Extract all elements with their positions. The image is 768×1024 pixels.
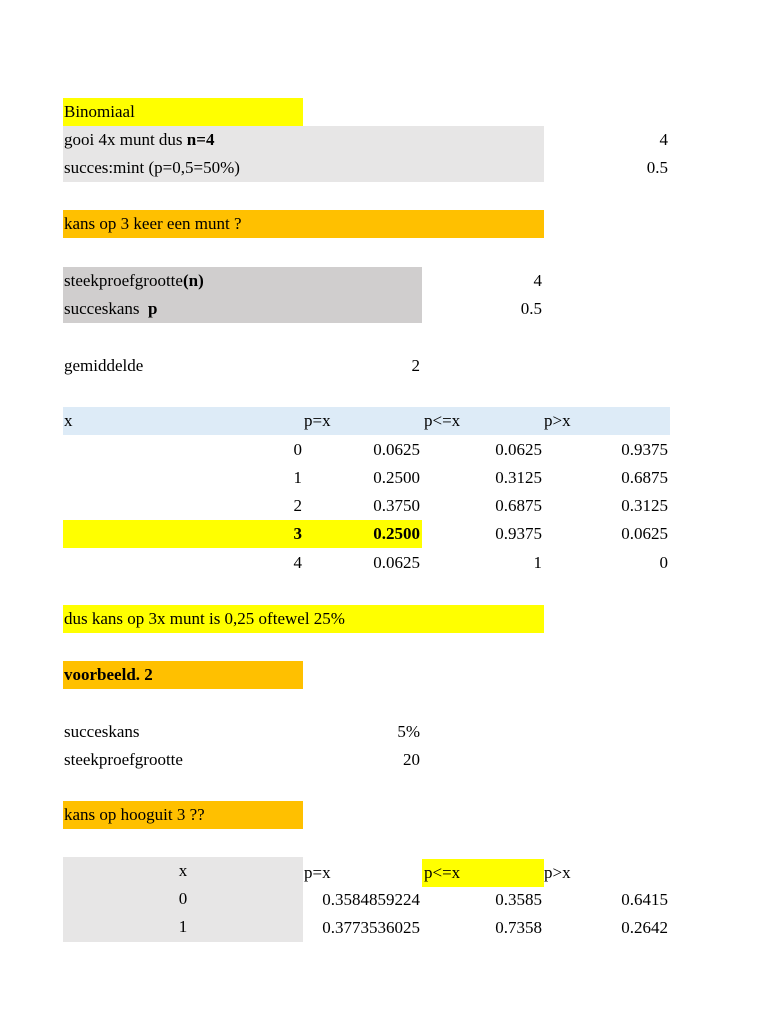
table2-row1-pgt[interactable]: 0.2642: [621, 918, 668, 937]
success-prob-label-text: succeskans: [64, 299, 149, 318]
example2-sample-label[interactable]: steekproefgrootte: [64, 750, 183, 769]
table2-row1-x[interactable]: 1: [178, 917, 188, 936]
question2[interactable]: kans op hooguit 3 ??: [64, 805, 205, 824]
table1-row2-x[interactable]: 2: [293, 496, 302, 515]
table1-row1-px[interactable]: 0.2500: [373, 468, 420, 487]
conclusion1[interactable]: dus kans op 3x munt is 0,25 oftewel 25%: [64, 609, 345, 628]
table2-row1-px[interactable]: 0.3773536025: [322, 918, 420, 937]
table1-row1-ple[interactable]: 0.3125: [495, 468, 542, 487]
p-value[interactable]: 0.5: [646, 158, 668, 177]
question1[interactable]: kans op 3 keer een munt ?: [64, 214, 242, 233]
sample-size-label[interactable]: [62, 267, 206, 295]
n-description[interactable]: [62, 126, 216, 154]
table1-row0-x[interactable]: 0: [293, 440, 302, 459]
table1-row3-px[interactable]: 0.2500: [373, 524, 420, 543]
success-prob-value[interactable]: 0.5: [520, 299, 542, 318]
table1-row4-ple[interactable]: 1: [533, 553, 542, 572]
n-value[interactable]: 4: [659, 130, 668, 149]
table2-row0-x[interactable]: 0: [178, 889, 188, 908]
p-description[interactable]: succes:mint (p=0,5=50%): [64, 158, 240, 177]
table1-row0-pgt[interactable]: 0.9375: [621, 440, 668, 459]
table1-row4-x[interactable]: 4: [293, 553, 302, 572]
table1-row3-ple[interactable]: 0.9375: [495, 524, 542, 543]
table1-header-pgt[interactable]: p>x: [544, 411, 571, 430]
success-prob-label-bold: p: [148, 299, 158, 318]
table1-header-x[interactable]: x: [64, 411, 73, 430]
table1-row4-px[interactable]: 0.0625: [373, 553, 420, 572]
table2-header-px[interactable]: p=x: [304, 863, 331, 882]
table1-row1-x[interactable]: 1: [293, 468, 302, 487]
section-title[interactable]: Binomiaal: [64, 102, 135, 121]
example2-title[interactable]: voorbeeld. 2: [64, 665, 153, 684]
table2-header-x[interactable]: x: [178, 861, 188, 880]
sample-size-label-bold: (n): [182, 271, 204, 290]
table1-header-ple[interactable]: p<=x: [424, 411, 461, 430]
n-description-bold: n=4: [186, 130, 215, 149]
example2-success-value[interactable]: 5%: [397, 722, 420, 741]
table1-header-px[interactable]: p=x: [304, 411, 331, 430]
table2-header-ple[interactable]: p<=x: [424, 863, 461, 882]
sample-size-label-text: steekproefgrootte: [64, 271, 183, 290]
table1-row3-x[interactable]: 3: [293, 524, 302, 543]
table2-row0-px[interactable]: 0.3584859224: [322, 890, 420, 909]
table2-row0-pgt[interactable]: 0.6415: [621, 890, 668, 909]
mean-value[interactable]: 2: [411, 356, 420, 375]
table1-header-bg: [63, 407, 670, 435]
example2-success-label[interactable]: succeskans: [64, 722, 140, 741]
success-prob-label[interactable]: [62, 295, 160, 323]
table1-row2-pgt[interactable]: 0.3125: [621, 496, 668, 515]
mean-label[interactable]: gemiddelde: [64, 356, 144, 375]
sample-size-value[interactable]: 4: [533, 271, 542, 290]
table2-row0-ple[interactable]: 0.3585: [495, 890, 542, 909]
table2-row1-ple[interactable]: 0.7358: [495, 918, 542, 937]
table2-header-pgt[interactable]: p>x: [544, 863, 571, 882]
table1-row2-ple[interactable]: 0.6875: [495, 496, 542, 515]
table1-row0-ple[interactable]: 0.0625: [495, 440, 542, 459]
table1-row0-px[interactable]: 0.0625: [373, 440, 420, 459]
example2-sample-value[interactable]: 20: [403, 750, 420, 769]
table1-row3-pgt[interactable]: 0.0625: [621, 524, 668, 543]
table1-row1-pgt[interactable]: 0.6875: [621, 468, 668, 487]
n-description-text: gooi 4x munt dus: [64, 130, 187, 149]
table1-row4-pgt[interactable]: 0: [659, 553, 668, 572]
table1-row2-px[interactable]: 0.3750: [373, 496, 420, 515]
